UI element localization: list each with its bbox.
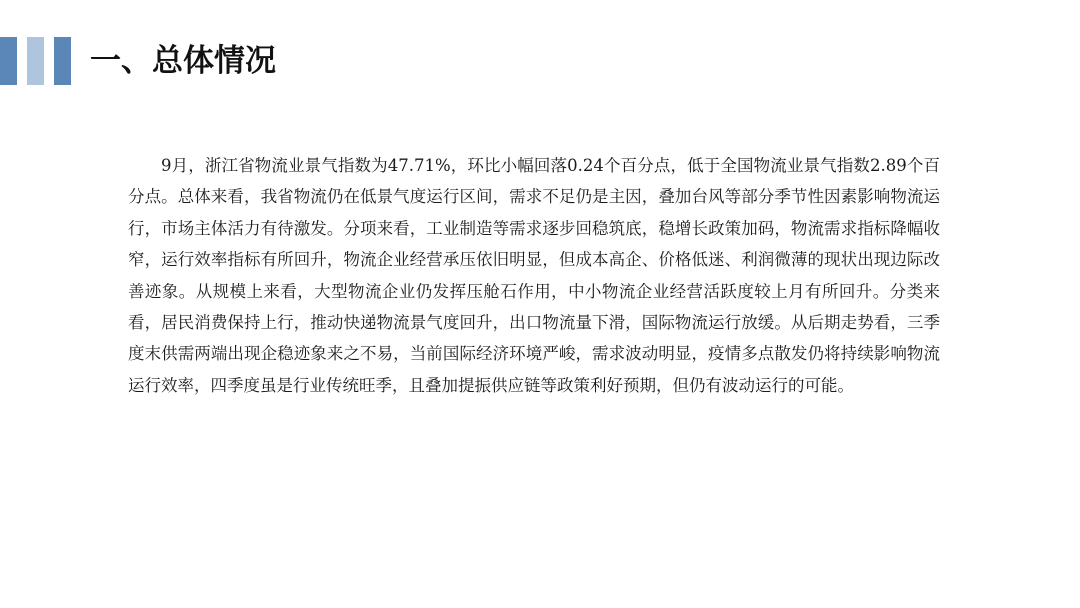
summary-paragraph: 9月，浙江省物流业景气指数为47.71%，环比小幅回落0.24个百分点，低于全国物流业景气指数2.89个百分点。总体来看，我省物流仍在低景气度运行区间，需求不足仍是主因，叠加台风等部分季节性因素影响物流运行，市场主体活力有待激发。分项来看，工业制造等需求逐步回稳筑底，稳增长政策加码，物流需求指标降幅收窄，运行效率指标有所回升，物流企业经营承压依旧明显，但成本高企、价格低迷、利润微薄的现状出现边际改善迹象。从规模上来看，大型物流企业仍发挥压舱石作用，中小物流企业经营活跃度较上月有所回升。分类来看，居民消费保持上行，推动快递物流景气度回升，出口物流量下滑，国际物流运行放缓。从后期走势看，三季度末供需两端出现企稳迹象来之不易，当前国际经济环境严峻，需求波动明显，疫情多点散发仍将持续影响物流运行效率，四季度虽是行业传统旺季，且叠加提振供应链等政策利好预期，但仍有波动运行的可能。 [128,156,940,395]
section-title: 一、总体情况 [90,43,276,79]
decorative-bar-left [0,37,17,85]
decorative-bar-right [54,37,71,85]
decorative-bar-middle [27,37,44,85]
